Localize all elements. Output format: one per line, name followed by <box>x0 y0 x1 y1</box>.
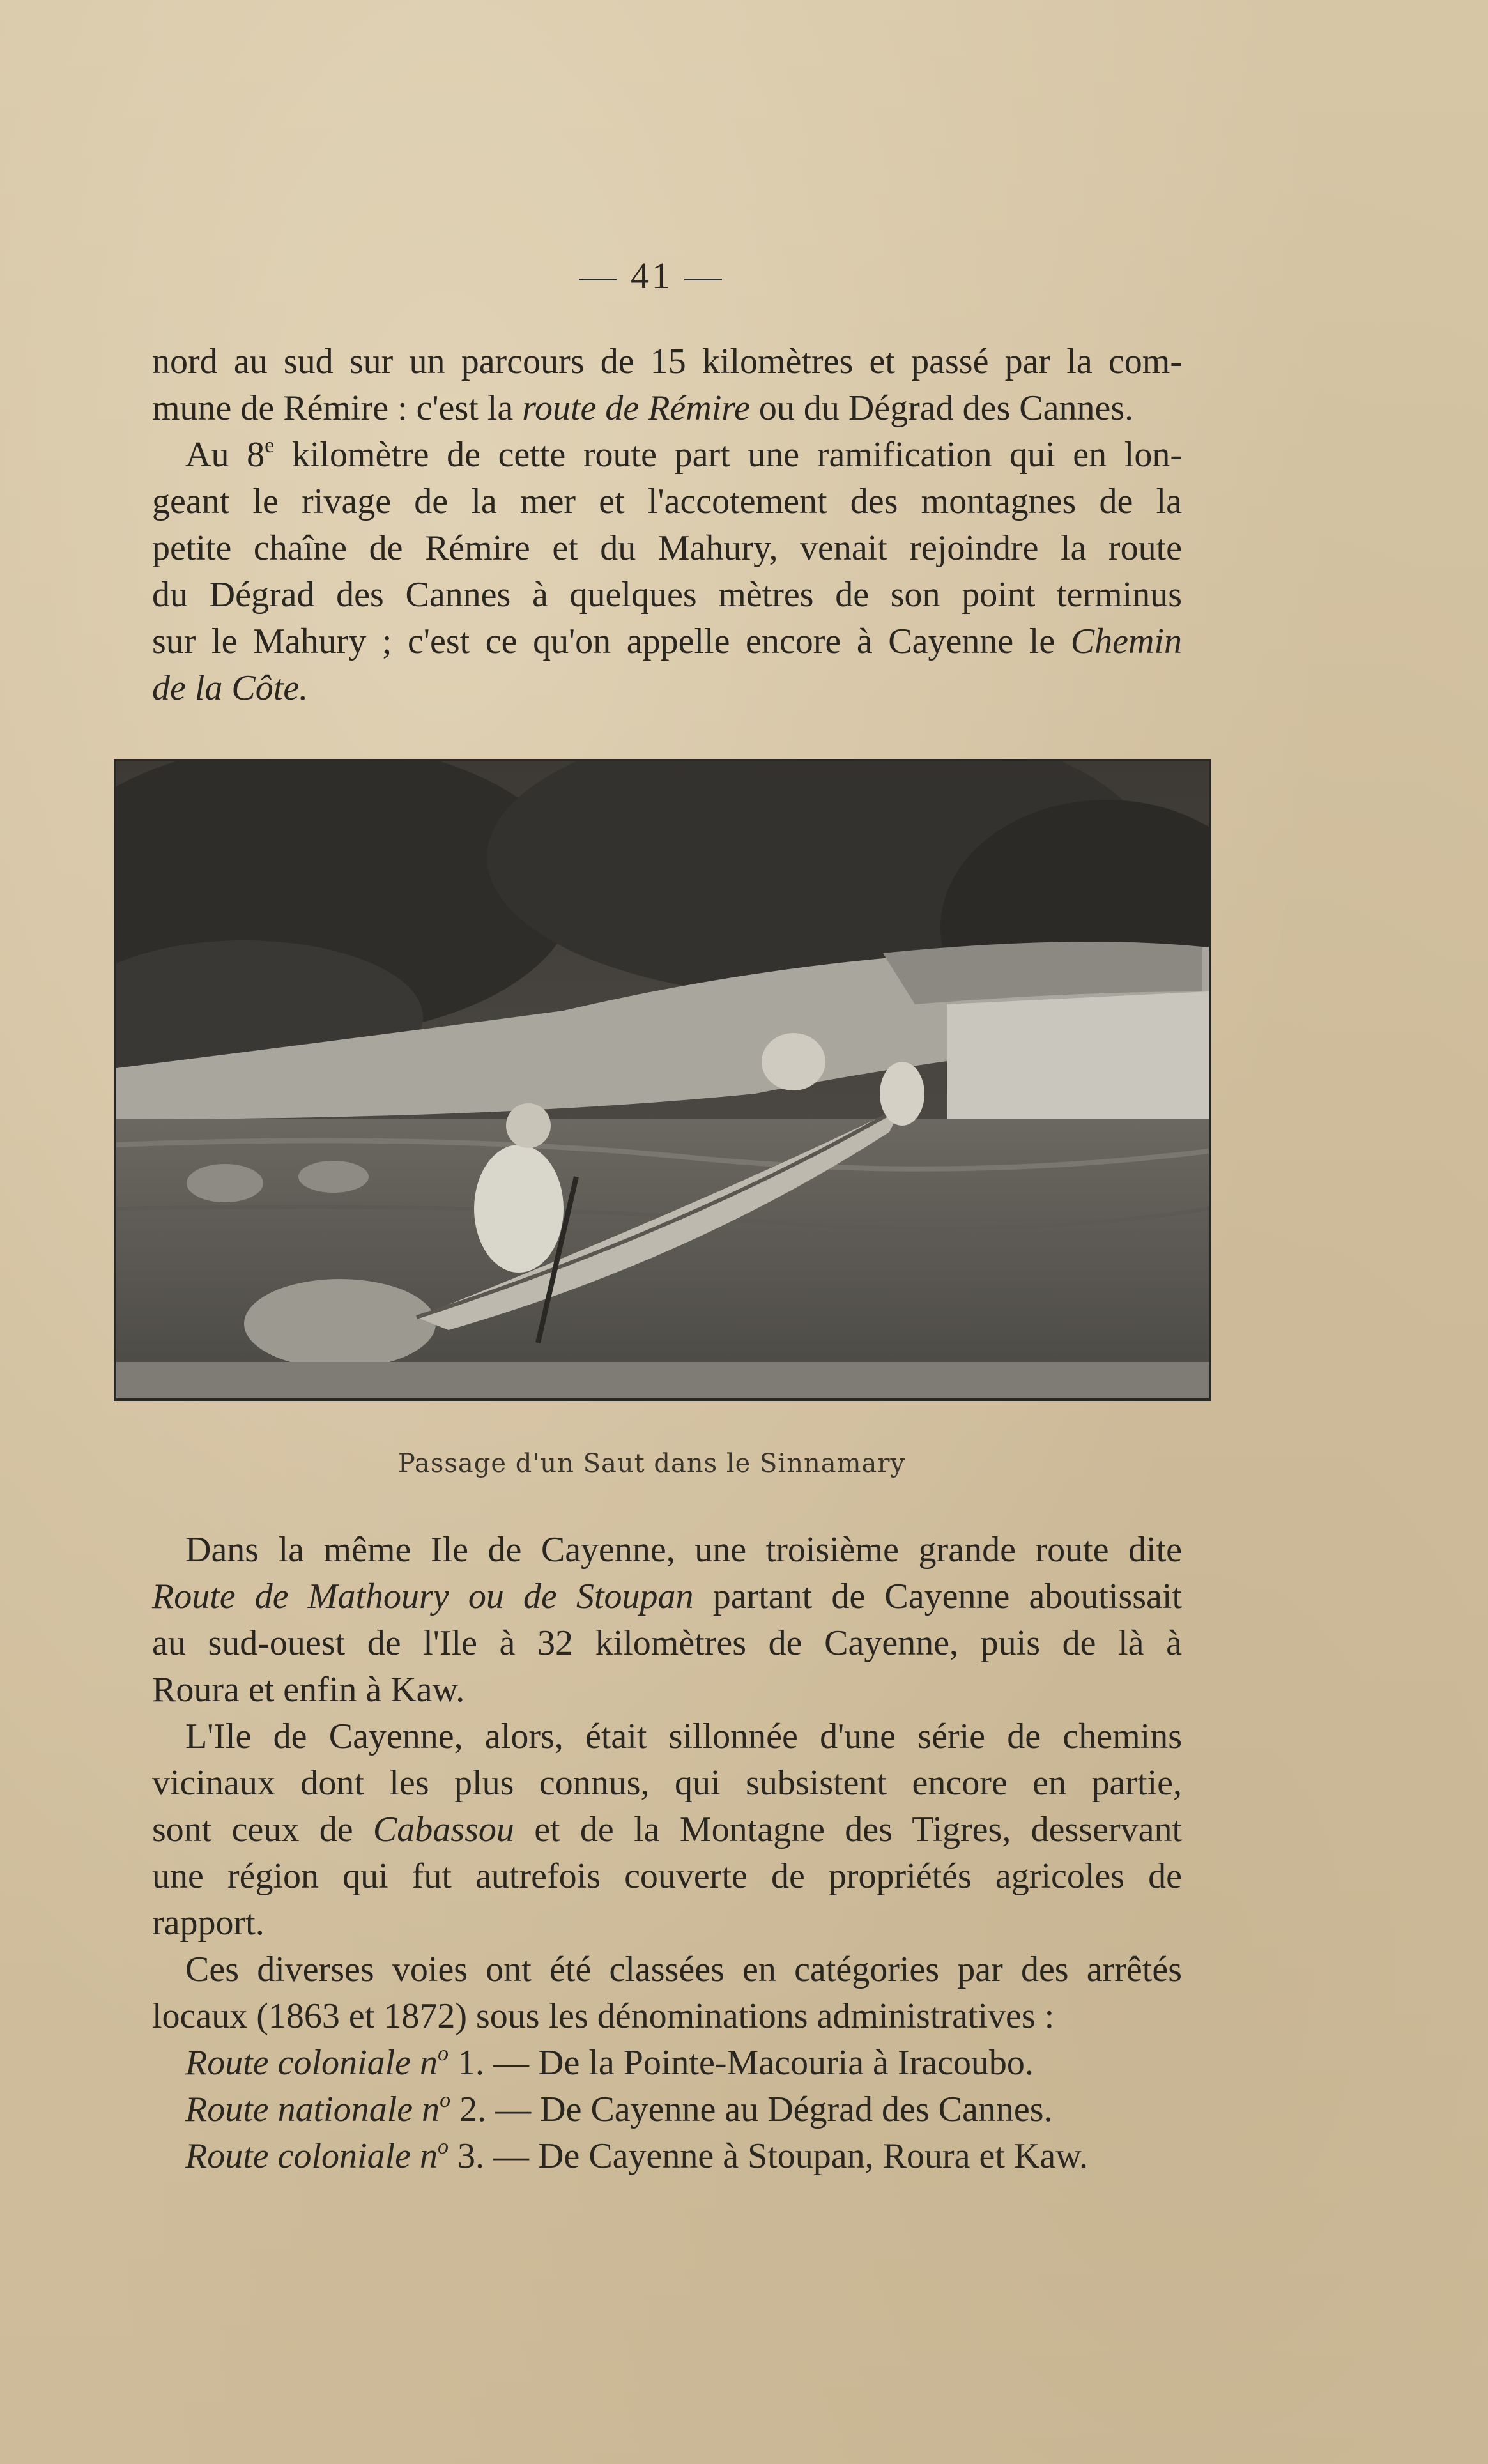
paragraph-2-line-1: Au 8e kilomètre de cette route part une ramification qui en lon- <box>185 434 1182 475</box>
paragraph-3-text <box>152 1527 1182 1713</box>
paragraph-5-text <box>152 1947 1182 2040</box>
route-item: Route nationale $n^o$ 2. — De Cayenne au Dégrad des Cannes. <box>185 2088 1053 2129</box>
paragraph-5 <box>152 1947 1182 2040</box>
route-item: Route coloniale $n^o$ 1. — De la Pointe-Macouria à Iracoubo. <box>185 2042 1034 2083</box>
paragraph-3 <box>152 1527 1182 1713</box>
paragraph-3-line-4: Roura et enfin à Kaw. <box>152 1670 465 1710</box>
paragraph-3-line-2: Route de Mathoury ou de Stoupan partant de Cayenne aboutissait <box>152 1577 1182 1616</box>
paragraph-4 <box>152 1713 1182 1947</box>
paragraph-2-rest-line-1: geant le rivage de la mer et l'accotement des montagnes de la <box>152 482 1182 521</box>
routes-list-text <box>152 2040 1182 2180</box>
paragraph-4-line-2: vicinaux dont les plus connus, qui subsistent encore en partie, <box>152 1763 1182 1803</box>
paragraph-2-rest-line-5: de la Côte. <box>152 668 309 708</box>
paragraph-4-line-4: une région qui fut autrefois couverte de propriétés agricoles de <box>152 1856 1182 1896</box>
paragraph-2-rest-line-3: du Dégrad des Cannes à quelques mètres de son point terminus <box>152 575 1182 615</box>
figure-caption: Passage d'un Saut dans le Sinnamary <box>397 1449 906 1478</box>
route-item: Route coloniale $n^o$ 3. — De Cayenne à Stoupan, Roura et Kaw. <box>185 2135 1089 2176</box>
paragraph-2-rest-line-4: sur le Mahury ; c'est ce qu'on appelle encore à Cayenne le Chemin <box>152 622 1182 661</box>
routes-list <box>152 2040 1182 2180</box>
paragraph-2-rest-line-2: petite chaîne de Rémire et du Mahury, venait rejoindre la route <box>152 528 1182 568</box>
paragraph-3-line-3: au sud-ouest de l'Ile à 32 kilomètres de Cayenne, puis de là à <box>152 1623 1182 1663</box>
paragraph-1-line-1: nord au sud sur un parcours de 15 kilomètres et passé par la com- <box>152 342 1182 381</box>
paragraph-2 <box>152 432 1182 712</box>
paragraph-4-text <box>152 1713 1182 1947</box>
paragraph-2-text <box>152 432 1182 712</box>
paragraph-1 <box>152 339 1182 432</box>
paragraph-1-line-2: mune de Rémire : c'est la route de Rémire ou du Dégrad des Cannes. <box>152 388 1134 428</box>
paragraph-1-text <box>152 339 1182 432</box>
page-number: — 41 — <box>579 255 725 296</box>
photograph-sinnamary-rapids <box>114 759 1211 1401</box>
paragraph-5-line-2: locaux (1863 et 1872) sous les dénominations administratives : <box>152 1996 1055 2036</box>
paragraph-4-line-1: L'Ile de Cayenne, alors, était sillonnée d'une série de chemins <box>185 1717 1182 1756</box>
paragraph-4-line-5: rapport. <box>152 1903 265 1943</box>
paragraph-5-line-1: Ces diverses voies ont été classées en catégories par des arrêtés <box>185 1950 1182 1989</box>
photograph-illustration <box>116 761 1209 1398</box>
paragraph-3-line-1: Dans la même Ile de Cayenne, une troisième grande route dite <box>185 1530 1182 1570</box>
paragraph-4-line-3: sont ceux de Cabassou et de la Montagne des Tigres, desservant <box>152 1810 1183 1849</box>
